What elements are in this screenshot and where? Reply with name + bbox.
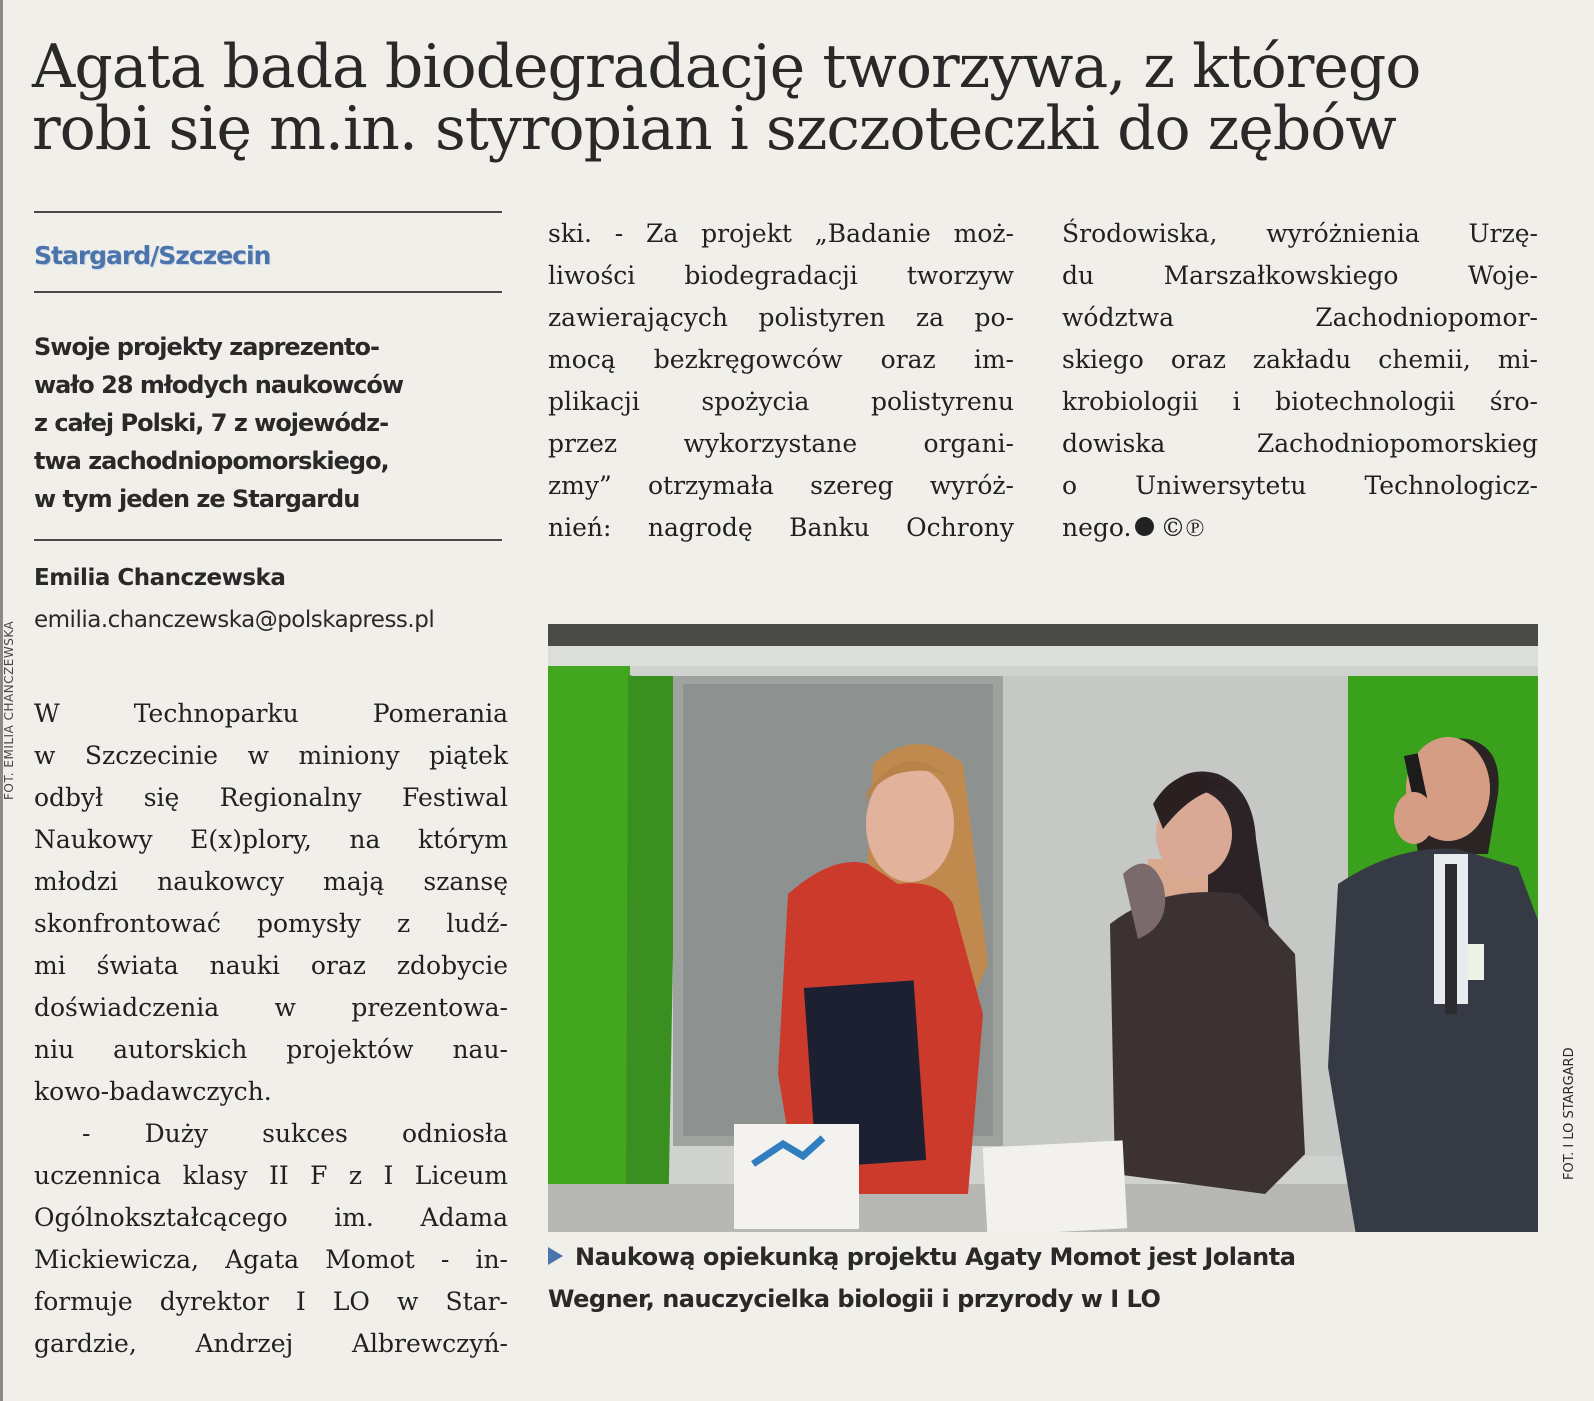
text-line: - Duży sukces odniosła (82, 1119, 508, 1148)
headline-line-2: robi się m.in. styropian i szczoteczki do zębów (32, 94, 1396, 164)
text-line: W Technoparku Pomerania (34, 699, 508, 728)
divider-kicker (34, 291, 502, 293)
photo-credit-left: FOT. EMILIA CHANCZEWSKA (2, 620, 16, 800)
lead-line: wało 28 młodych naukowców (34, 371, 403, 399)
text-line: skonfrontować pomysły z ludź- (34, 909, 508, 938)
text-line: przez wykorzystane organi- (548, 429, 1014, 458)
lead-line: twa zachodniopomorskiego, (34, 447, 389, 475)
article-photo (548, 624, 1538, 1232)
text-line: dowiska Zachodniopomorskieg (1062, 429, 1538, 458)
text-line: zawierających polistyren za po- (548, 303, 1014, 332)
lead-line: Swoje projekty zaprezento- (34, 333, 379, 361)
text-line: niu autorskich projektów nau- (34, 1035, 508, 1064)
text-line: skiego oraz zakładu chemii, mi- (1062, 345, 1538, 374)
text-line: wództwa Zachodniopomor- (1062, 303, 1538, 332)
text-line: Ogólnokształcącego im. Adama (34, 1203, 508, 1232)
final-word: nego. (1062, 513, 1132, 542)
lead-line: z całej Polski, 7 z wojewódz- (34, 409, 389, 437)
text-line: kowo-badawczych. (34, 1077, 272, 1106)
divider-author (34, 539, 502, 541)
text-line: uczennica klasy II F z I Liceum (34, 1161, 508, 1190)
photo-credit-right: FOT. I LO STARGARD (1562, 1047, 1577, 1180)
text-line: zmy” otrzymała szereg wyróż- (548, 471, 1014, 500)
caption-arrow-icon (548, 1247, 563, 1265)
article-column-3 (1062, 213, 1538, 549)
headline-line-1: Agata bada biodegradację tworzywa, z którego (32, 32, 1421, 102)
end-of-article-dot-icon (1135, 517, 1154, 536)
text-line: o Uniwersytetu Technologicz- (1062, 471, 1538, 500)
article-column-1 (34, 693, 508, 1365)
text-line: plikacji spożycia polistyrenu (548, 387, 1014, 416)
text-line: krobiologii i biotechnologii śro- (1062, 387, 1538, 416)
text-line: Mickiewicza, Agata Momot - in- (34, 1245, 508, 1274)
caption-line-2: Wegner, nauczycielka biologii i przyrody w I LO (548, 1285, 1161, 1313)
text-line: formuje dyrektor I LO w Star- (34, 1287, 508, 1316)
text-line: doświadczenia w prezentowa- (34, 993, 508, 1022)
caption-line-1 (548, 1236, 1558, 1278)
text-line: Środowiska, wyróżnienia Urzę- (1062, 219, 1538, 248)
text-line: w Szczecinie w miniony piątek (34, 741, 508, 770)
text-line: gardzie, Andrzej Albrewczyń- (34, 1329, 508, 1358)
text-line: liwości biodegradacji tworzyw (548, 261, 1014, 290)
text-line: młodzi naukowcy mają szansę (34, 867, 508, 896)
text-line: ski. - Za projekt „Badanie moż- (548, 219, 1014, 248)
photo-illustration (548, 624, 1538, 1232)
text-line: Naukowy E(x)plory, na którym (34, 825, 508, 854)
text-line: mocą bezkręgowców oraz im- (548, 345, 1014, 374)
text-line: mi świata nauki oraz zdobycie (34, 951, 508, 980)
author-email: emilia.chanczewska@polskapress.pl (34, 607, 435, 633)
location-kicker: Stargard/Szczecin (34, 241, 271, 270)
text-line-final (1062, 507, 1538, 549)
article-column-2 (548, 213, 1014, 549)
author-name: Emilia Chanczewska (34, 565, 286, 591)
photo-caption (548, 1236, 1558, 1320)
text-line: odbył się Regionalny Festiwal (34, 783, 508, 812)
divider-top (34, 211, 502, 213)
caption-text-1: Naukową opiekunką projektu Agaty Momot jest Jolanta (575, 1243, 1296, 1271)
text-line: du Marszałkowskiego Woje- (1062, 261, 1538, 290)
lead-line: w tym jeden ze Stargardu (34, 485, 360, 513)
text-line: nień: nagrodę Banku Ochrony (548, 513, 1014, 542)
article-headline (32, 32, 1552, 164)
article-lead (34, 328, 514, 518)
copyright-mark: ©℗ (1160, 513, 1205, 542)
